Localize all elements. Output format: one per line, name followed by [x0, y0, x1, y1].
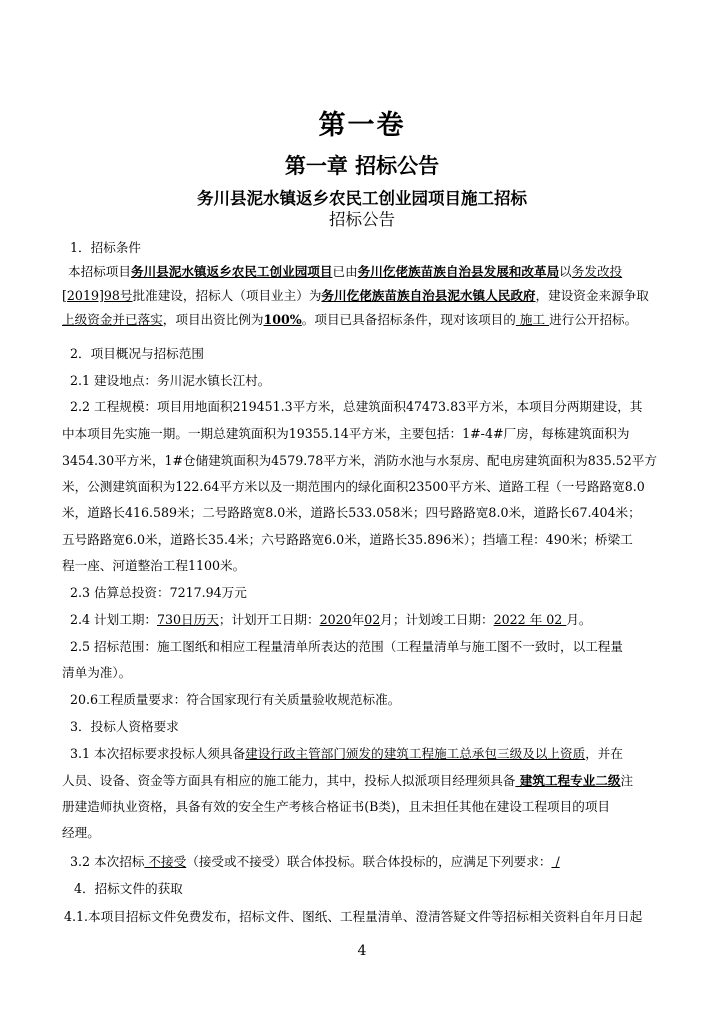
item-2-2-line-7: 程一座、河道整治工程1100米。 — [62, 558, 246, 573]
section-1-line-3: 上级资金并已落实，项目出资比例为100%。项目已具备招标条件，现对该项目的 施工 进行公开招标。 — [62, 312, 638, 327]
volume-title: 第一卷 — [318, 110, 406, 141]
notice-subtitle: 招标公告 — [329, 210, 395, 229]
chapter-title: 第一章 招标公告 — [284, 153, 440, 178]
item-3-1-line-3: 册建造师执业资格，具备有效的安全生产考核合格证书(B类)，且未担任其他在建设工程项目的项目 — [62, 799, 611, 814]
section-2-heading: 2．项目概况与招标范围 — [70, 346, 204, 361]
section-3-heading: 3．投标人资格要求 — [70, 719, 179, 734]
item-3-1-line-4: 经理。 — [62, 825, 100, 840]
item-2-6: 20.6工程质量要求：符合国家现行有关质量验收规范标准。 — [70, 692, 401, 707]
item-2-3: 2.3 估算总投资：7217.94万元 — [70, 585, 247, 600]
item-2-2-line-3: 3454.30平方米，1#仓储建筑面积为4579.78平方米，消防水池与水泵房、配电房建筑面积为835.52平方 — [62, 453, 657, 468]
approval-authority: 务川仡佬族苗族自治县发展和改革局 — [357, 264, 560, 279]
item-3-1-line-1: 3.1 本次招标要求投标人须具备建设行政主管部门颁发的建筑工程施工总承包三级及以上资质，并在 — [70, 746, 623, 761]
item-2-2-line-5: 米，道路长416.589米；二号路路宽8.0米，道路长533.058米；四号路路宽8.0米，道路长67.404米； — [62, 505, 641, 520]
item-2-2-line-4: 米，公测建筑面积为122.64平方米以及一期范围内的绿化面积23500平方米、道路工程（一号路路宽8.0 — [62, 479, 645, 494]
item-2-2-line-2: 中本项目先实施一期。一期总建筑面积为19355.14平方米，主要包括：1#-4#厂房，每栋建筑面积为 — [62, 426, 630, 441]
item-3-2: 3.2 本次招标 不接受（接受或不接受）联合体投标。联合体投标的，应满足下列要求： / — [70, 854, 560, 869]
item-2-1: 2.1 建设地点：务川泥水镇长江村。 — [70, 373, 271, 388]
item-3-1-line-2: 人员、设备、资金等方面具有相应的施工能力，其中，投标人拟派项目经理须具备 建筑工程专业二级注 — [62, 773, 634, 788]
section-4-heading: 4．招标文件的获取 — [74, 881, 183, 896]
item-2-5-line-2: 清单为准）。 — [62, 665, 132, 680]
item-4-1: 4.1.本项目招标文件免费发布，招标文件、图纸、工程量清单、澄清答疑文件等招标相关资料自年月日起 — [64, 909, 643, 924]
project-title: 务川县泥水镇返乡农民工创业园项目施工招标 — [197, 189, 527, 208]
tenderer-name: 务川仡佬族苗族自治县泥水镇人民政府 — [321, 288, 536, 303]
page-number: 4 — [357, 943, 367, 959]
project-name: 务川县泥水镇返乡农民工创业园项目 — [130, 264, 333, 279]
section-1-line-2: [2019]98号批准建设，招标人（项目业主）为务川仡佬族苗族自治县泥水镇人民政府，建设资金来源争取 — [62, 288, 649, 303]
section-1-line-1: 本招标项目务川县泥水镇返乡农民工创业园项目已由务川仡佬族苗族自治县发展和改革局以务发改投 — [68, 264, 623, 279]
section-1-heading: 1．招标条件 — [70, 240, 141, 255]
item-2-5-line-1: 2.5 招标范围：施工图纸和相应工程量清单所表达的范围（工程量清单与施工图不一致时，以工程量 — [70, 639, 623, 654]
item-2-2-line-6: 五号路路宽6.0米，道路长35.4米；六号路路宽6.0米，道路长35.896米）；挡墙工程：490米；桥梁工 — [62, 532, 633, 547]
item-2-2-line-1: 2.2 工程规模：项目用地面积219451.3平方米，总建筑面积47473.83平方米，本项目分两期建设，其 — [70, 399, 643, 414]
item-2-4: 2.4 计划工期：730日历天；计划开工日期：2020年02月；计划竣工日期：2022 年 02 月。 — [70, 612, 592, 627]
